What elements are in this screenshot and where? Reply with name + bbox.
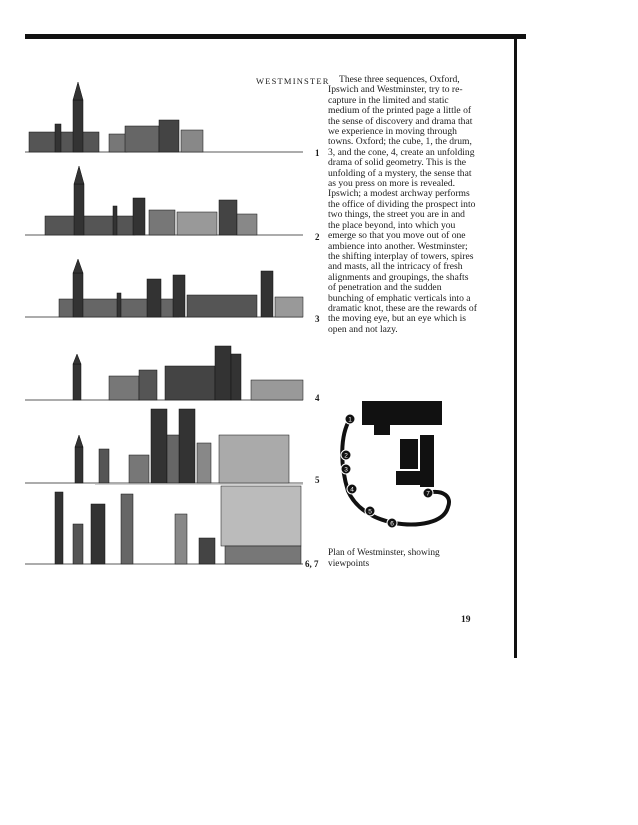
sequence-number-4: 4 xyxy=(315,393,320,403)
plan-marker-1: 1 xyxy=(348,416,352,424)
view-sketch-6-7 xyxy=(25,484,305,566)
view-sketch-2 xyxy=(25,162,305,238)
body-paragraph xyxy=(328,75,478,335)
sequence-number-5: 5 xyxy=(315,475,320,485)
sequence-number-2: 2 xyxy=(315,232,320,242)
plan-marker-3: 3 xyxy=(344,466,348,474)
plan-marker-2: 2 xyxy=(344,452,348,460)
sequence-number-3: 3 xyxy=(315,314,320,324)
view-sketch-1 xyxy=(25,78,305,156)
plan-marker-4: 4 xyxy=(350,486,354,494)
plan-caption: Plan of Westminster, showing viewpoints xyxy=(328,548,440,569)
westminster-plan xyxy=(336,395,466,550)
view-sketch-5 xyxy=(25,405,305,485)
plan-marker-5: 5 xyxy=(368,508,372,516)
page-number: 19 xyxy=(461,615,471,625)
right-rule xyxy=(514,38,517,658)
top-rule xyxy=(25,34,526,39)
view-sketch-3 xyxy=(25,247,305,319)
plan-marker-6: 6 xyxy=(390,520,394,528)
view-sketch-4 xyxy=(25,340,305,402)
sequence-number-1: 1 xyxy=(315,148,320,158)
plan-marker-7: 7 xyxy=(426,490,430,498)
sequence-number-6-7: 6, 7 xyxy=(305,559,319,569)
body-paragraph-text: These three sequences, Oxford, Ipswich and Westminster, try to re-capture in the limited and static medium of the printed page a little of the sense of discovery and drama that we experience in moving through towns. Oxford; the cube, 1, the drum, 3, and the cone, 4, create an unfolding drama of solid geometry. This is the unfolding of a mystery, the sense that as you press on more is revealed. Ipswich; a modest archway performs the office of dividing the prospect into two things, the street you are in and the place beyond, into which you emerge so that you move out of one ambience into another. Westminster; the shifting interplay of towers, spires and masts, all the intricacy of fresh alignments and groupings, the shafts of penetration and the sudden bunching of emphatic verticals into a dramatic knot, these are the rewards of the moving eye, but an eye which is open and not lazy. xyxy=(328,74,477,335)
section-heading: WESTMINSTER xyxy=(256,76,330,86)
